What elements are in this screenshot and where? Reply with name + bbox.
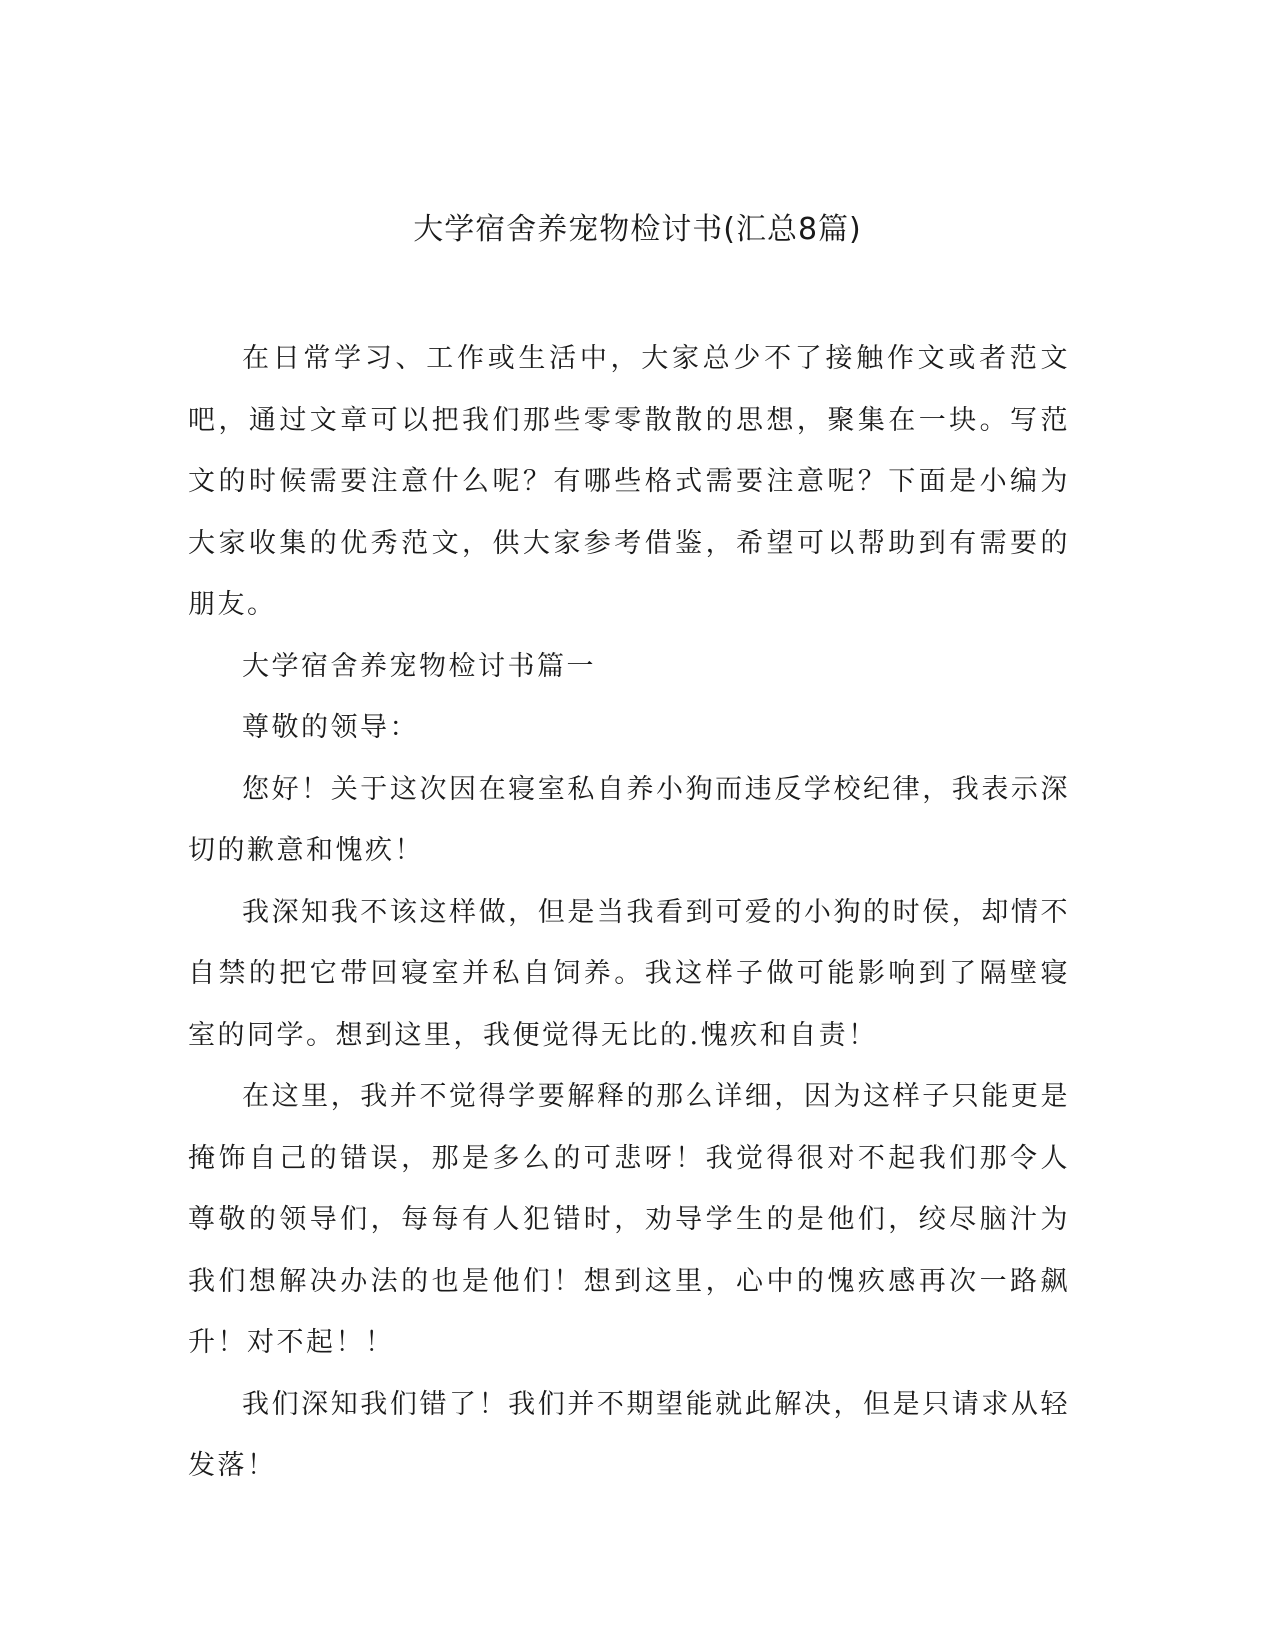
document-title: 大学宿舍养宠物检讨书(汇总8篇) — [413, 212, 862, 247]
body-paragraph: 我们深知我们错了！我们并不期望能就此解决，但是只请求从轻发落！ — [188, 1388, 1070, 1481]
document-body — [188, 328, 1070, 1497]
section-heading: 大学宿舍养宠物检讨书篇一 — [242, 650, 596, 682]
body-paragraph: 我深知我不该这样做，但是当我看到可爱的小狗的时侯，却情不自禁的把它带回寝室并私自饲养。我这样子做可能影响到了隔壁寝室的同学。想到这里，我便觉得无比的.愧疚和自责！ — [188, 896, 1070, 1051]
body-paragraph: 您好！关于这次因在寝室私自养小狗而违反学校纪律，我表示深切的歉意和愧疚！ — [188, 773, 1070, 866]
salutation: 尊敬的领导： — [242, 712, 419, 743]
body-paragraph: 在这里，我并不觉得学要解释的那么详细，因为这样子只能更是掩饰自己的错误，那是多么的可悲呀！我觉得很对不起我们那令人尊敬的领导们，每每有人犯错时，劝导学生的是他们，绞尽脑汁为我们想解决办法的也是他们！想到这里，心中的愧疚感再次一路飙升！对不起！！ — [188, 1081, 1070, 1358]
intro-paragraph: 在日常学习、工作或生活中，大家总少不了接触作文或者范文吧，通过文章可以把我们那些零零散散的思想，聚集在一块。写范文的时候需要注意什么呢？有哪些格式需要注意呢？下面是小编为大家收集的优秀范文，供大家参考借鉴，希望可以帮助到有需要的朋友。 — [188, 343, 1070, 620]
